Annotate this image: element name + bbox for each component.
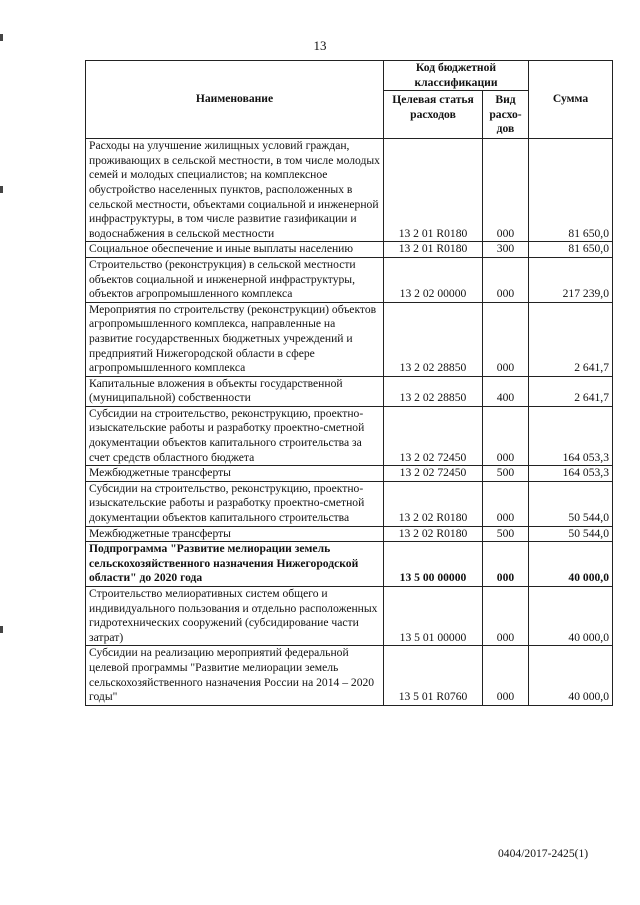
row-expense-kind: 500 <box>483 466 529 482</box>
row-name: Строительство мелиоративных систем общего и индивидуального пользования и отдельно расположенных гидротехнических сооружений (субсидирование части затрат) <box>86 587 384 646</box>
row-name: Капитальные вложения в объекты государственной (муниципальной) собственности <box>86 376 384 406</box>
row-name: Подпрограмма "Развитие мелиорации земель сельскохозяйственного назначения Нижегородской области" до 2020 года <box>86 542 384 587</box>
table-row <box>86 257 613 302</box>
row-sum: 40 000,0 <box>529 646 613 705</box>
row-expense-kind: 000 <box>483 542 529 587</box>
row-target-code: 13 5 00 00000 <box>384 542 483 587</box>
row-name: Социальное обеспечение и иные выплаты населению <box>86 242 384 258</box>
table-row <box>86 526 613 542</box>
table-row <box>86 139 613 242</box>
table-row <box>86 406 613 465</box>
row-target-code: 13 2 01 R0180 <box>384 242 483 258</box>
row-expense-kind: 500 <box>483 526 529 542</box>
row-target-code: 13 2 02 R0180 <box>384 481 483 526</box>
budget-table <box>85 60 613 706</box>
row-sum: 50 544,0 <box>529 526 613 542</box>
row-expense-kind: 000 <box>483 646 529 705</box>
row-name: Субсидии на строительство, реконструкцию, проектно-изыскательские работы и разработку проектно-сметной документации объектов капитального строительства <box>86 481 384 526</box>
row-sum: 2 641,7 <box>529 302 613 376</box>
row-expense-kind: 400 <box>483 376 529 406</box>
row-expense-kind: 000 <box>483 257 529 302</box>
table-row <box>86 481 613 526</box>
row-expense-kind: 000 <box>483 406 529 465</box>
row-name: Расходы на улучшение жилищных условий граждан, проживающих в сельской местности, в том числе молодых семей и молодых специалистов; на комплексное обустройство населенных пунктов, расположенных в сельской местности, объектами социальной и инженерной инфраструктуры, в том числе развитие газификации и водоснабжения в сельской местности <box>86 139 384 242</box>
page-number: 13 <box>313 38 327 53</box>
table-row <box>86 302 613 376</box>
row-sum: 164 053,3 <box>529 406 613 465</box>
row-expense-kind: 000 <box>483 139 529 242</box>
row-target-code: 13 5 01 00000 <box>384 587 483 646</box>
row-sum: 50 544,0 <box>529 481 613 526</box>
row-name: Мероприятия по строительству (реконструкции) объектов агропромышленного комплекса, направленные на развитие государственных бюджетных учреждений и предприятий Нижегородской области в сфере агропромышленного комплекса <box>86 302 384 376</box>
table-row <box>86 587 613 646</box>
row-target-code: 13 5 01 R0760 <box>384 646 483 705</box>
row-expense-kind: 300 <box>483 242 529 258</box>
row-name: Межбюджетные трансферты <box>86 466 384 482</box>
row-target-code: 13 2 02 28850 <box>384 376 483 406</box>
row-sum: 164 053,3 <box>529 466 613 482</box>
table-row <box>86 466 613 482</box>
row-expense-kind: 000 <box>483 587 529 646</box>
row-target-code: 13 2 02 72450 <box>384 466 483 482</box>
row-sum: 40 000,0 <box>529 542 613 587</box>
row-sum: 81 650,0 <box>529 242 613 258</box>
header-name: Наименование <box>86 61 384 139</box>
document-code: 0404/2017-2425(1) <box>498 847 589 860</box>
table-row <box>86 542 613 587</box>
header-sum: Сумма <box>529 61 613 139</box>
row-sum: 40 000,0 <box>529 587 613 646</box>
row-expense-kind: 000 <box>483 481 529 526</box>
row-name: Субсидии на реализацию мероприятий федеральной целевой программы "Развитие мелиорации земель сельскохозяйственного назначения России на 2014 – 2020 годы" <box>86 646 384 705</box>
header-code-group: Код бюджетной классификации <box>384 61 529 91</box>
row-target-code: 13 2 02 72450 <box>384 406 483 465</box>
table-row <box>86 242 613 258</box>
row-name: Межбюджетные трансферты <box>86 526 384 542</box>
header-target: Целевая статья расходов <box>384 91 483 139</box>
table-row <box>86 376 613 406</box>
table-row <box>86 646 613 705</box>
table-body <box>86 139 613 706</box>
row-target-code: 13 2 02 00000 <box>384 257 483 302</box>
row-target-code: 13 2 02 R0180 <box>384 526 483 542</box>
row-target-code: 13 2 02 28850 <box>384 302 483 376</box>
row-expense-kind: 000 <box>483 302 529 376</box>
row-name: Строительство (реконструкция) в сельской местности объектов социальной и инженерной инфраструктуры, объектов агропромышленного комплекса <box>86 257 384 302</box>
scan-edge-mark <box>0 186 3 193</box>
row-sum: 217 239,0 <box>529 257 613 302</box>
row-name: Субсидии на строительство, реконструкцию, проектно-изыскательские работы и разработку проектно-сметной документации объектов капитального строительства за счет средств областного бюджета <box>86 406 384 465</box>
row-target-code: 13 2 01 R0180 <box>384 139 483 242</box>
row-sum: 81 650,0 <box>529 139 613 242</box>
scan-edge-mark <box>0 626 3 633</box>
row-sum: 2 641,7 <box>529 376 613 406</box>
header-kind: Вид расхо-дов <box>483 91 529 139</box>
